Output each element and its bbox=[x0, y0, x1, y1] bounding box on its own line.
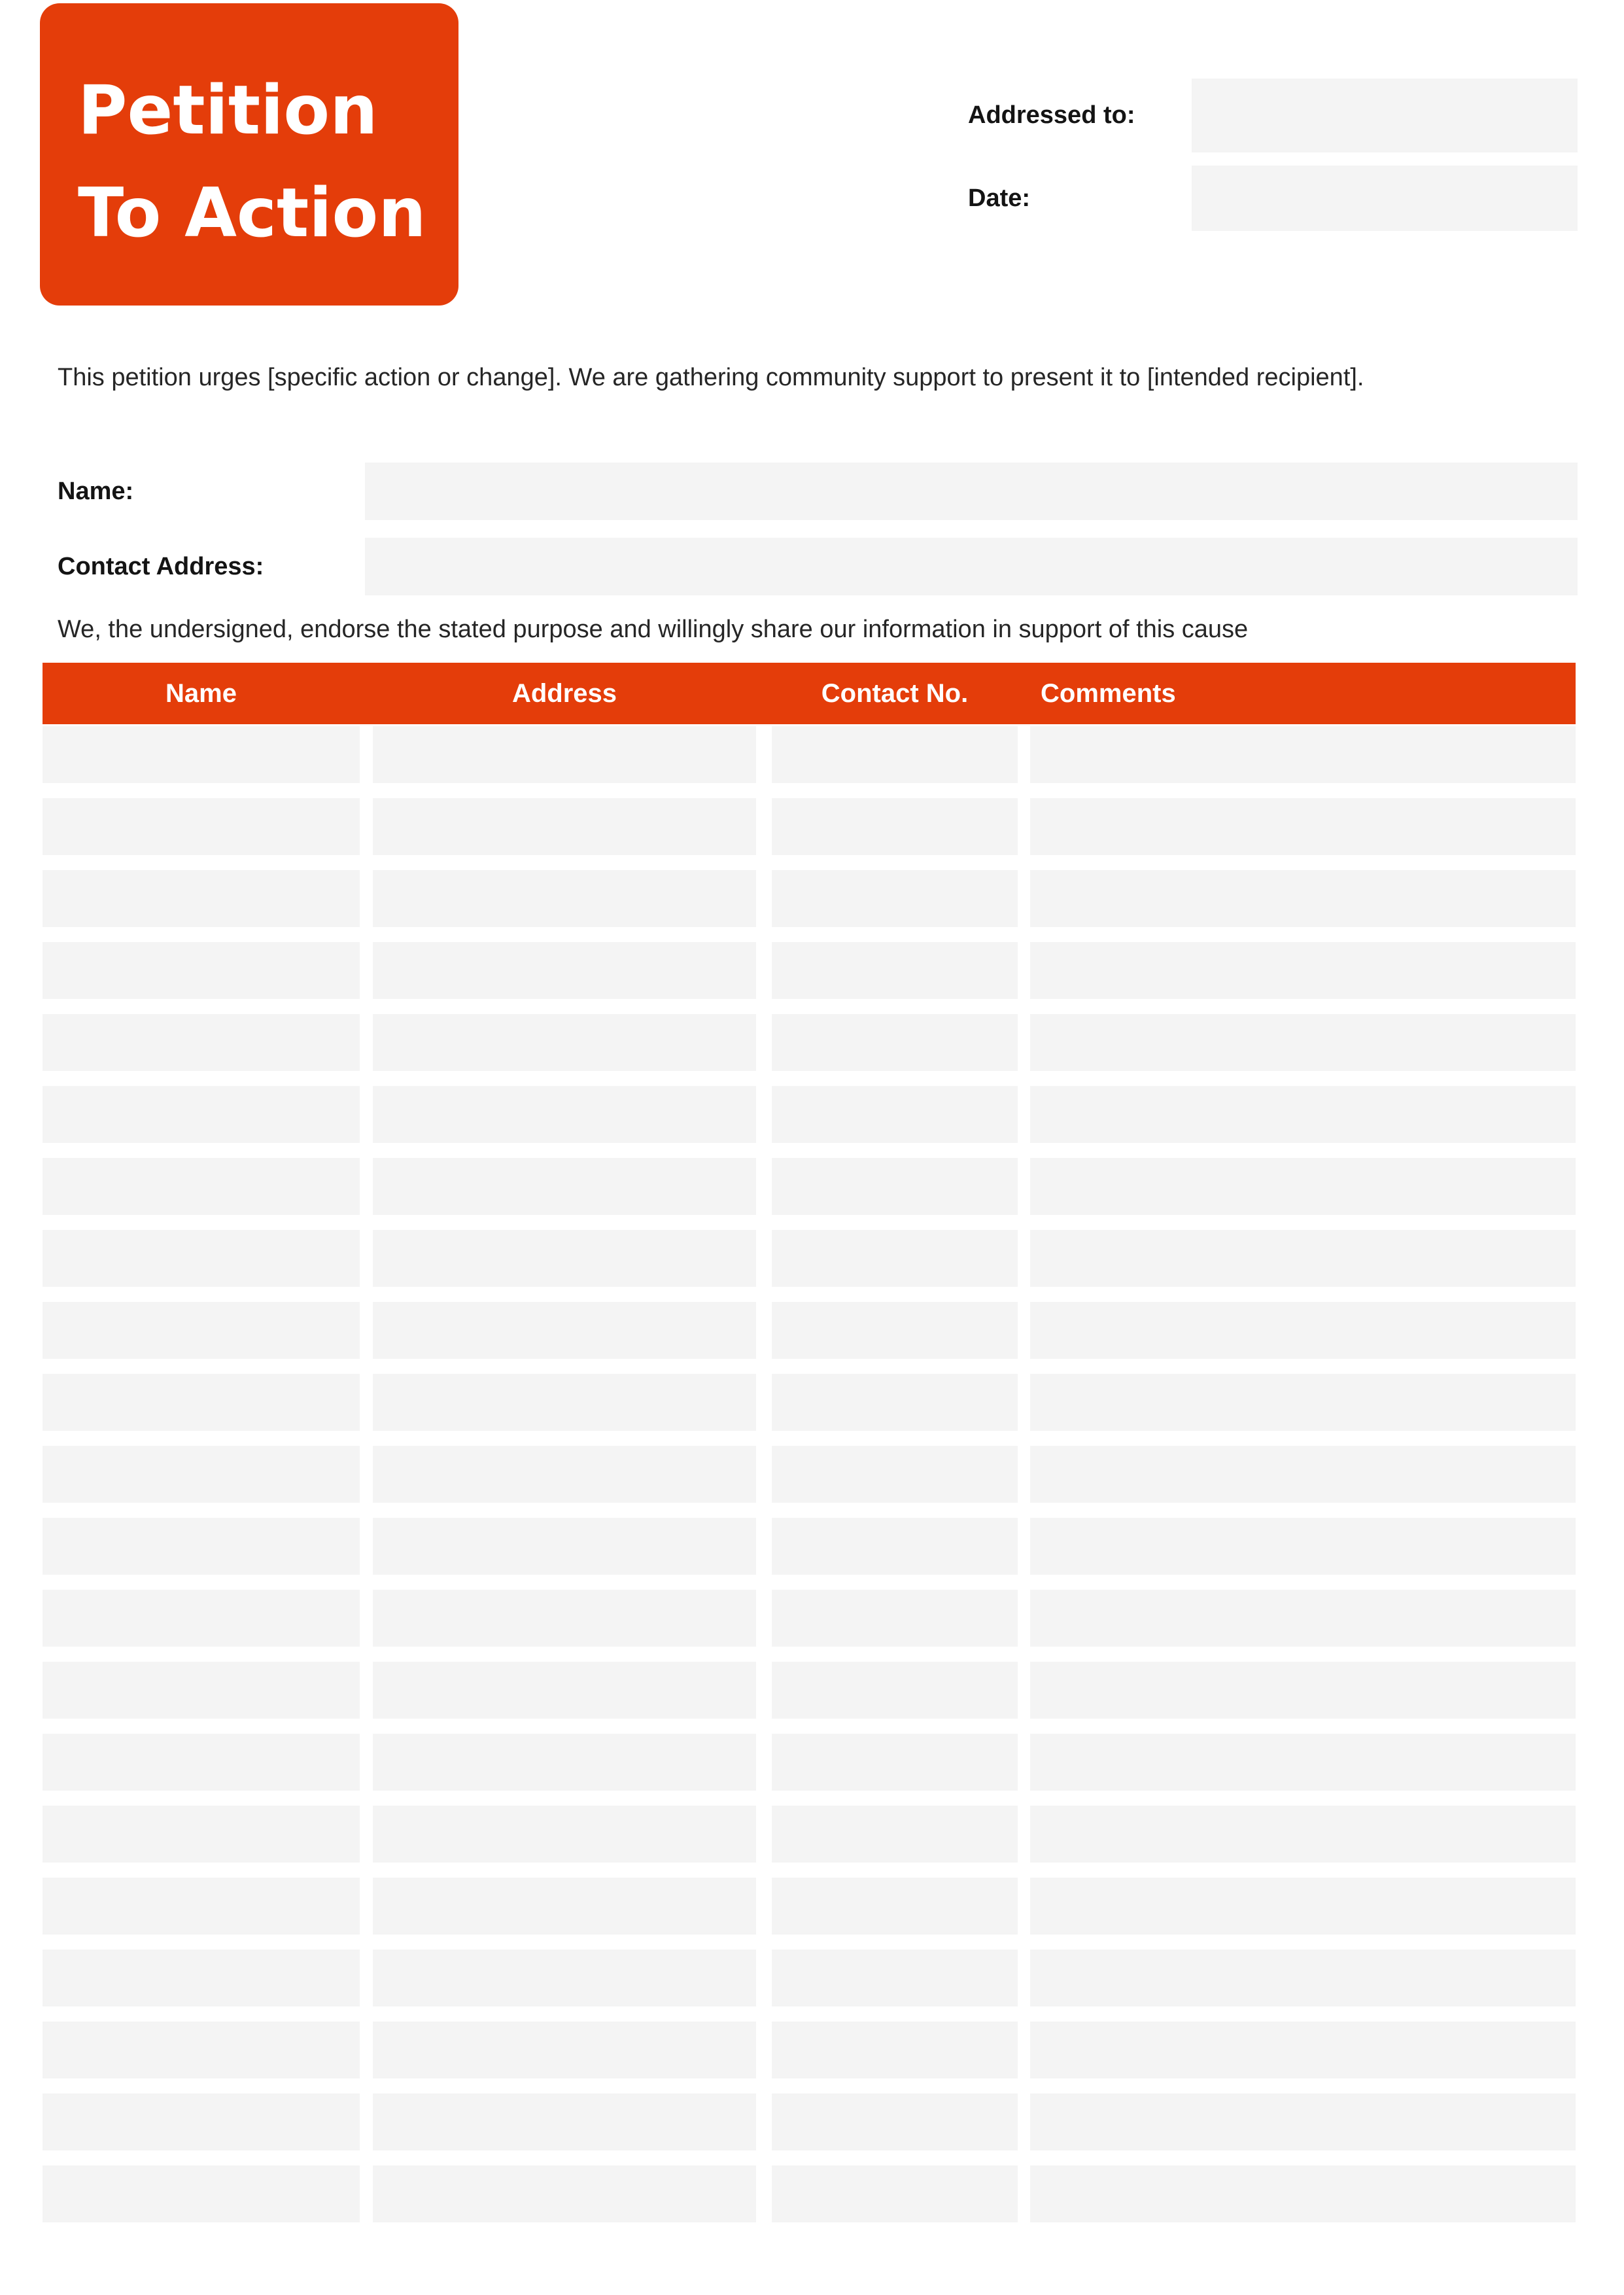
signature-row bbox=[43, 1806, 1576, 1863]
signature-cell-contact-no[interactable] bbox=[772, 1230, 1018, 1287]
signature-cell-name[interactable] bbox=[43, 1518, 360, 1575]
signature-cell-name[interactable] bbox=[43, 2022, 360, 2078]
page-title bbox=[78, 60, 426, 265]
signature-row bbox=[43, 798, 1576, 855]
signature-cell-name[interactable] bbox=[43, 870, 360, 927]
signature-cell-name[interactable] bbox=[43, 1374, 360, 1431]
signature-cell-contact-no[interactable] bbox=[772, 2022, 1018, 2078]
signature-cell-address[interactable] bbox=[373, 1374, 756, 1431]
signature-cell-contact-no[interactable] bbox=[772, 1086, 1018, 1143]
signature-cell-name[interactable] bbox=[43, 1446, 360, 1503]
signature-cell-comments[interactable] bbox=[1030, 1374, 1576, 1431]
signature-cell-comments[interactable] bbox=[1030, 798, 1576, 855]
signature-cell-comments[interactable] bbox=[1030, 1158, 1576, 1215]
column-header-address: Address bbox=[511, 678, 617, 708]
signature-cell-comments[interactable] bbox=[1030, 1734, 1576, 1791]
signature-cell-address[interactable] bbox=[373, 1302, 756, 1359]
signature-cell-contact-no[interactable] bbox=[772, 1374, 1018, 1431]
signature-cell-address[interactable] bbox=[373, 1014, 756, 1071]
signature-row bbox=[43, 942, 1576, 999]
signature-cell-contact-no[interactable] bbox=[772, 1014, 1018, 1071]
addressed-to-label: Addressed to: bbox=[968, 101, 1135, 129]
signature-cell-name[interactable] bbox=[43, 1806, 360, 1863]
signature-cell-comments[interactable] bbox=[1030, 1662, 1576, 1719]
signature-row bbox=[43, 1662, 1576, 1719]
contact-address-input[interactable] bbox=[365, 538, 1578, 595]
signature-cell-contact-no[interactable] bbox=[772, 1806, 1018, 1863]
signature-cell-contact-no[interactable] bbox=[772, 1518, 1018, 1575]
signature-row bbox=[43, 1014, 1576, 1071]
signature-cell-contact-no[interactable] bbox=[772, 870, 1018, 927]
signature-cell-address[interactable] bbox=[373, 1590, 756, 1647]
contact-address-label: Contact Address: bbox=[58, 552, 264, 580]
signature-cell-name[interactable] bbox=[43, 1302, 360, 1359]
page-title-line1: Petition bbox=[78, 71, 378, 150]
signature-cell-name[interactable] bbox=[43, 2094, 360, 2150]
signature-cell-contact-no[interactable] bbox=[772, 2165, 1018, 2222]
signature-cell-contact-no[interactable] bbox=[772, 1446, 1018, 1503]
signature-cell-contact-no[interactable] bbox=[772, 1662, 1018, 1719]
signature-table bbox=[43, 663, 1576, 2237]
signature-cell-comments[interactable] bbox=[1030, 2022, 1576, 2078]
signature-cell-address[interactable] bbox=[373, 2094, 756, 2150]
date-label: Date: bbox=[968, 184, 1031, 212]
signature-cell-address[interactable] bbox=[373, 1734, 756, 1791]
signature-cell-name[interactable] bbox=[43, 1230, 360, 1287]
signature-cell-name[interactable] bbox=[43, 942, 360, 999]
signature-cell-contact-no[interactable] bbox=[772, 726, 1018, 783]
signature-cell-comments[interactable] bbox=[1030, 726, 1576, 783]
signature-row bbox=[43, 1374, 1576, 1431]
signature-cell-comments[interactable] bbox=[1030, 1950, 1576, 2006]
signature-cell-address[interactable] bbox=[373, 1806, 756, 1863]
signature-row bbox=[43, 2022, 1576, 2078]
signature-row bbox=[43, 1302, 1576, 1359]
signature-cell-contact-no[interactable] bbox=[772, 1950, 1018, 2006]
addressed-to-input[interactable] bbox=[1192, 79, 1578, 152]
signature-cell-contact-no[interactable] bbox=[772, 1158, 1018, 1215]
intro-paragraph: This petition urges [specific action or change]. We are gathering community support to present it to [intended recipient]. bbox=[58, 364, 1364, 391]
signature-row bbox=[43, 1950, 1576, 2006]
signature-cell-comments[interactable] bbox=[1030, 942, 1576, 999]
addressed-to-row bbox=[968, 79, 1578, 152]
signature-cell-name[interactable] bbox=[43, 1158, 360, 1215]
signature-cell-contact-no[interactable] bbox=[772, 942, 1018, 999]
signature-cell-comments[interactable] bbox=[1030, 1806, 1576, 1863]
signature-row bbox=[43, 1086, 1576, 1143]
signature-row bbox=[43, 2094, 1576, 2150]
signature-row bbox=[43, 1590, 1576, 1647]
signature-row bbox=[43, 1518, 1576, 1575]
signature-cell-contact-no[interactable] bbox=[772, 1734, 1018, 1791]
signature-row bbox=[43, 726, 1576, 783]
signature-cell-name[interactable] bbox=[43, 1662, 360, 1719]
signature-cell-name[interactable] bbox=[43, 1086, 360, 1143]
signature-cell-comments[interactable] bbox=[1030, 1014, 1576, 1071]
signature-cell-comments[interactable] bbox=[1030, 2094, 1576, 2150]
signature-cell-contact-no[interactable] bbox=[772, 1590, 1018, 1647]
signature-cell-comments[interactable] bbox=[1030, 870, 1576, 927]
signature-cell-address[interactable] bbox=[373, 942, 756, 999]
statement-line: We, the undersigned, endorse the stated purpose and willingly share our information in support of this cause bbox=[58, 616, 1249, 643]
signature-cell-address[interactable] bbox=[373, 1518, 756, 1575]
signature-cell-name[interactable] bbox=[43, 1734, 360, 1791]
signature-table-header bbox=[43, 663, 1576, 724]
signature-cell-comments[interactable] bbox=[1030, 1302, 1576, 1359]
brand-card bbox=[40, 3, 458, 306]
signature-cell-comments[interactable] bbox=[1030, 1230, 1576, 1287]
signature-row bbox=[43, 1158, 1576, 1215]
signature-row bbox=[43, 1446, 1576, 1503]
signature-cell-address[interactable] bbox=[373, 1086, 756, 1143]
signature-row bbox=[43, 1734, 1576, 1791]
name-row bbox=[58, 463, 1578, 520]
date-input[interactable] bbox=[1192, 166, 1578, 231]
date-row bbox=[968, 166, 1578, 231]
signature-cell-address[interactable] bbox=[373, 2022, 756, 2078]
signature-cell-contact-no[interactable] bbox=[772, 1878, 1018, 1935]
signature-cell-name[interactable] bbox=[43, 798, 360, 855]
column-header-contact-no: Contact No. bbox=[821, 678, 969, 708]
column-header-comments: Comments bbox=[1041, 678, 1176, 708]
signature-cell-comments[interactable] bbox=[1030, 1086, 1576, 1143]
signature-cell-name[interactable] bbox=[43, 1590, 360, 1647]
column-header-name: Name bbox=[165, 678, 237, 708]
signature-cell-name[interactable] bbox=[43, 1950, 360, 2006]
signature-cell-name[interactable] bbox=[43, 1014, 360, 1071]
signature-row bbox=[43, 1878, 1576, 1935]
signature-cell-address[interactable] bbox=[373, 1158, 756, 1215]
signature-cell-address[interactable] bbox=[373, 798, 756, 855]
signature-cell-comments[interactable] bbox=[1030, 1878, 1576, 1935]
signature-cell-address[interactable] bbox=[373, 2165, 756, 2222]
signature-cell-comments[interactable] bbox=[1030, 1446, 1576, 1503]
signature-cell-address[interactable] bbox=[373, 1878, 756, 1935]
signature-cell-address[interactable] bbox=[373, 726, 756, 783]
signature-cell-address[interactable] bbox=[373, 1662, 756, 1719]
signature-row bbox=[43, 2165, 1576, 2222]
signature-table-body bbox=[43, 726, 1576, 2222]
signature-row bbox=[43, 1230, 1576, 1287]
signature-cell-contact-no[interactable] bbox=[772, 798, 1018, 855]
signature-cell-contact-no[interactable] bbox=[772, 1302, 1018, 1359]
contact-address-row bbox=[58, 538, 1578, 595]
signature-cell-name[interactable] bbox=[43, 726, 360, 783]
signature-cell-name[interactable] bbox=[43, 1878, 360, 1935]
name-label: Name: bbox=[58, 477, 134, 505]
signature-cell-address[interactable] bbox=[373, 1950, 756, 2006]
signature-cell-contact-no[interactable] bbox=[772, 2094, 1018, 2150]
signature-cell-address[interactable] bbox=[373, 870, 756, 927]
signature-cell-name[interactable] bbox=[43, 2165, 360, 2222]
signature-row bbox=[43, 870, 1576, 927]
signature-cell-address[interactable] bbox=[373, 1230, 756, 1287]
page-title-line2: To Action bbox=[78, 174, 426, 253]
signature-cell-comments[interactable] bbox=[1030, 1590, 1576, 1647]
name-input[interactable] bbox=[365, 463, 1578, 520]
signature-cell-comments[interactable] bbox=[1030, 1518, 1576, 1575]
signature-cell-comments[interactable] bbox=[1030, 2165, 1576, 2222]
signature-cell-address[interactable] bbox=[373, 1446, 756, 1503]
